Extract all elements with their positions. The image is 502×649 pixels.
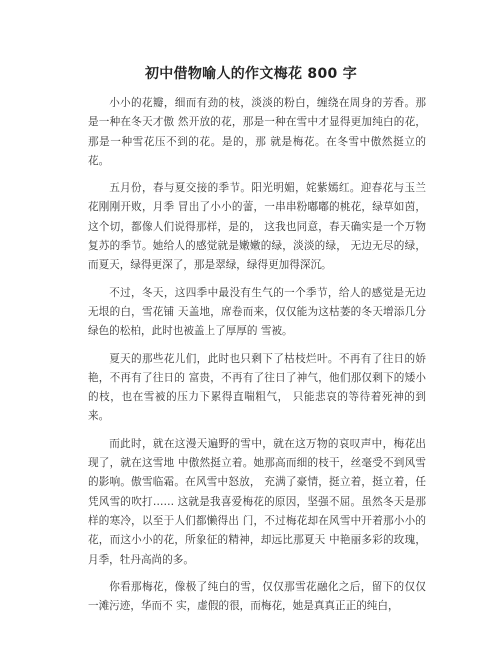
paragraph-6: 你看那梅花，像极了纯白的雪，仅仅那雪花融化之后，留下的仅仅一滩污迹，华而不 实，虚假的很，而梅花，她是真真正正的纯白，	[88, 580, 426, 613]
paragraph-1: 小小的花瓣，细而有劲的枝，淡淡的粉白，缠绕在周身的芳香。那是一种在冬天才傲 然开放的花，那是一种在雪中才显得更加纯白的花，那是一种雪花压不到的花。是的，那 就是梅花。在冬雪中傲然挺立的花。	[88, 97, 426, 167]
paragraph-5: 而此时，就在这漫天遍野的雪中，就在这万物的哀叹声中，梅花出现了，就在这雪地 中傲然挺立着。她那高而细的枝干，丝毫受不到风雪的影响。傲雪临霜。在风雪中怒放， 充满了豪情，挺立着，挺立着，任凭风雪的吹打…… 这就是我喜爱梅花的原因，坚强不屈。虽然冬天是那样的寒冷，以至于人们都懒得出 门，不过梅花却在风雪中开着那小小的花，而这小小的花，所象征的精神，却远比那夏天 中艳丽多彩的玫瑰，月季，牡丹高尚的多。	[88, 437, 426, 566]
essay-body	[88, 94, 426, 624]
page-title: 初中借物喻人的作文梅花 800 字	[144, 66, 358, 82]
paragraph-2: 五月份，春与夏交接的季节。阳光明媚，姹紫嫣红。迎春花与玉兰花刚刚开败，月季 冒出了小小的蕾，一串串粉嘟嘟的桃花，绿草如茵，这个切，都像人们说得那样，是的， 这我也同意，春天确实是一个万物复苏的季节。她给人的感觉就是嫩嫩的绿，淡淡的绿， 无边无尽的绿，而夏天，绿得更深了，那是翠绿，绿得更加得深沉。	[88, 182, 426, 272]
paragraph-3: 不过，冬天，这四季中最没有生气的一个季节，给人的感觉是无边无垠的白，雪花铺 天盖地，席卷而来，仅仅能为这枯萎的冬天增添几分绿色的松柏，此时也被盖上了厚厚的 雪被。	[88, 286, 426, 338]
paragraph-4: 夏天的那些花儿们，此时也只剩下了枯枝烂叶。不再有了往日的娇艳，不再有了往日的 富贵，不再有了往日了神气，他们那仅剩下的矮小的枝，也在雪被的压力下累得直喘粗气， 只能悲哀的等待着死神的到来。	[88, 352, 426, 423]
